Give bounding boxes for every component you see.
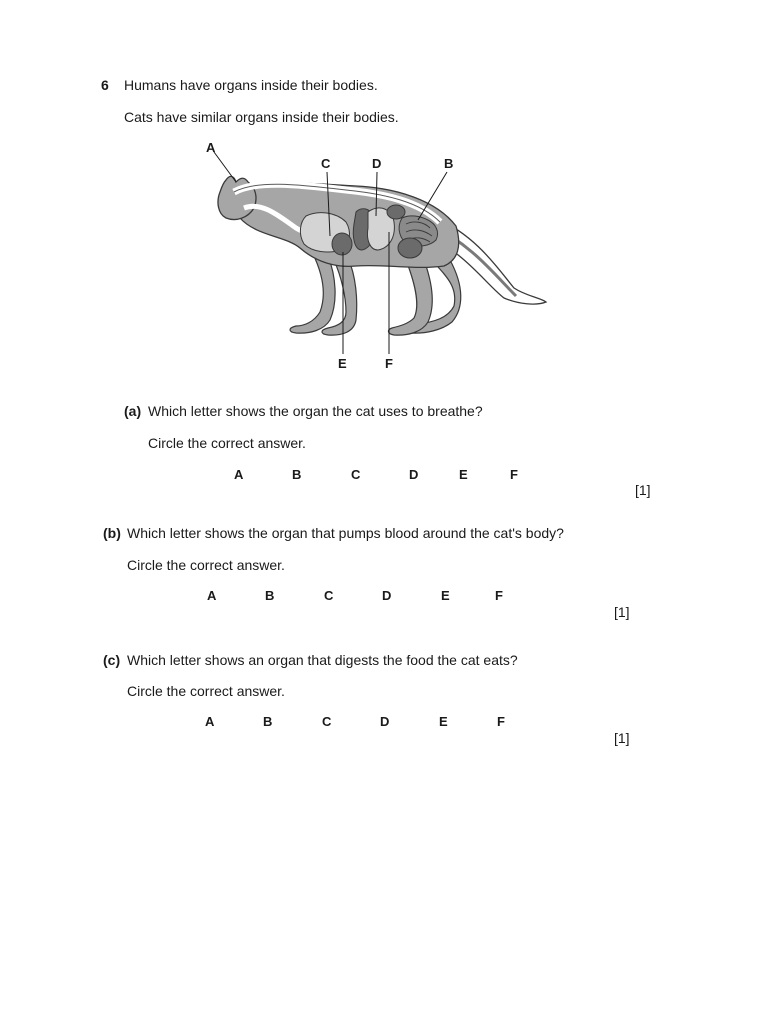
heart <box>332 233 352 255</box>
question-intro-line2: Cats have similar organs inside their bodies. <box>124 109 399 125</box>
part-a-instruction: Circle the correct answer. <box>148 435 306 451</box>
cat-head <box>218 176 256 219</box>
diagram-label-b: B <box>444 156 454 171</box>
part-c-choice-d[interactable]: D <box>380 714 390 729</box>
part-a-choice-e[interactable]: E <box>459 467 468 482</box>
part-c-choice-f[interactable]: F <box>497 714 505 729</box>
part-c-choice-c[interactable]: C <box>322 714 332 729</box>
bladder <box>398 238 422 258</box>
back-leg-near <box>388 260 432 335</box>
part-a-choice-a[interactable]: A <box>234 467 244 482</box>
part-a-label: (a) <box>124 403 142 419</box>
kidney <box>387 205 405 219</box>
part-b-choice-c[interactable]: C <box>324 588 334 603</box>
diagram-label-e: E <box>338 356 347 371</box>
leader-line-a <box>214 152 236 182</box>
part-c-choice-e[interactable]: E <box>439 714 448 729</box>
diagram-label-d: D <box>372 156 382 171</box>
part-a-choice-c[interactable]: C <box>351 467 361 482</box>
diagram-label-c: C <box>321 156 331 171</box>
cat-organs-diagram <box>196 136 556 376</box>
part-b-choice-d[interactable]: D <box>382 588 392 603</box>
part-b-label: (b) <box>103 525 121 541</box>
part-b-choice-e[interactable]: E <box>441 588 450 603</box>
part-b-question: Which letter shows the organ that pumps blood around the cat's body? <box>127 525 564 541</box>
part-a-marks: [1] <box>635 482 651 498</box>
part-b-instruction: Circle the correct answer. <box>127 557 285 573</box>
part-a-question: Which letter shows the organ the cat uses to breathe? <box>148 403 483 419</box>
part-c-marks: [1] <box>614 730 630 746</box>
diagram-label-a: A <box>206 140 216 155</box>
question-intro-line1: Humans have organs inside their bodies. <box>124 77 378 93</box>
part-c-label: (c) <box>103 652 121 668</box>
part-b-choice-f[interactable]: F <box>495 588 503 603</box>
part-a-choice-f[interactable]: F <box>510 467 518 482</box>
part-c-instruction: Circle the correct answer. <box>127 683 285 699</box>
part-b-marks: [1] <box>614 604 630 620</box>
part-c-question: Which letter shows an organ that digests the food the cat eats? <box>127 652 518 668</box>
diagram-label-f: F <box>385 356 393 371</box>
part-a-choice-b[interactable]: B <box>292 467 302 482</box>
question-number: 6 <box>101 77 109 93</box>
part-b-choice-b[interactable]: B <box>265 588 275 603</box>
part-c-choice-b[interactable]: B <box>263 714 273 729</box>
part-a-choice-d[interactable]: D <box>409 467 419 482</box>
part-c-choice-a[interactable]: A <box>205 714 215 729</box>
part-b-choice-a[interactable]: A <box>207 588 217 603</box>
